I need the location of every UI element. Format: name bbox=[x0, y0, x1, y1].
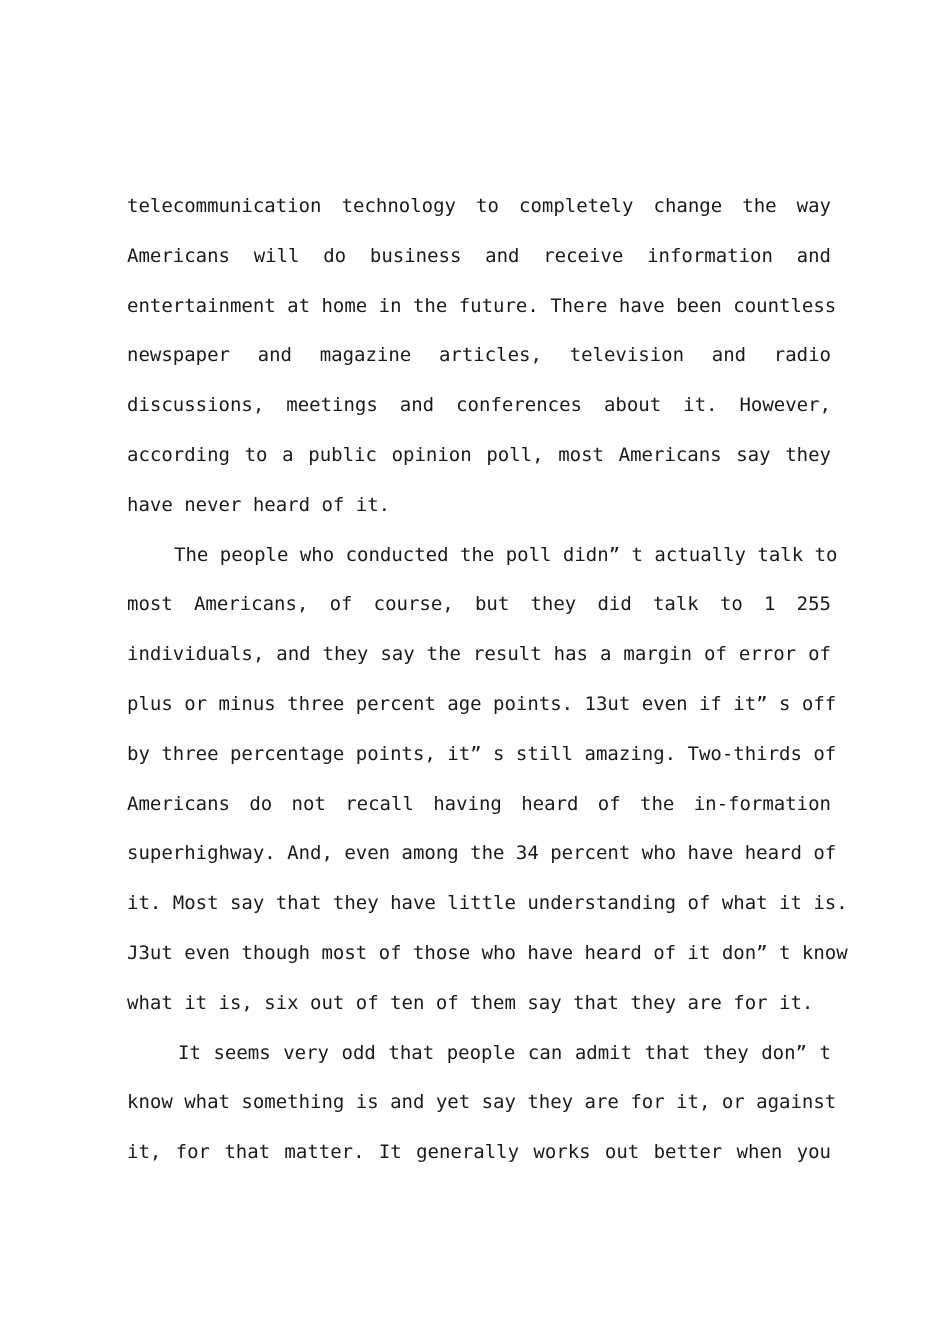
text-line: according to a public opinion poll, most Americans say they bbox=[127, 443, 831, 466]
text-line: by three percentage points, it” s still amazing. Two-thirds of bbox=[127, 742, 837, 765]
text-line: have never heard of it. bbox=[127, 493, 391, 516]
text-line: individuals, and they say the result has a margin of error of bbox=[127, 643, 831, 666]
text-line: Americans will do business and receive information and bbox=[127, 244, 831, 267]
text-line: It seems very odd that people can admit that they don” t bbox=[178, 1041, 831, 1064]
text-line: Americans do not recall having heard of the in-formation bbox=[127, 792, 831, 815]
text-line: superhighway. And, even among the 34 percent who have heard of bbox=[127, 842, 837, 865]
text-line: The people who conducted the poll didn” t actually talk to bbox=[174, 543, 838, 566]
text-line: entertainment at home in the future. There have been countless bbox=[127, 294, 837, 317]
text-line: what it is, six out of ten of them say that they are for it. bbox=[127, 991, 814, 1014]
text-line: most Americans, of course, but they did talk to 1 255 bbox=[127, 593, 831, 616]
body-text bbox=[127, 182, 848, 1178]
text-line: it. Most say that they have little understanding of what it is. bbox=[127, 892, 848, 915]
text-line: discussions, meetings and conferences about it. However, bbox=[127, 394, 831, 417]
text-line: know what something is and yet say they are for it, or against bbox=[127, 1091, 837, 1114]
text-line: J3ut even though most of those who have heard of it don” t know bbox=[127, 941, 848, 964]
text-line: it, for that matter. It generally works out better when you bbox=[127, 1141, 831, 1164]
text-line: telecommunication technology to completely change the way bbox=[127, 195, 831, 217]
text-line: plus or minus three percent age points. 13ut even if it” s off bbox=[127, 692, 837, 715]
text-line: newspaper and magazine articles, television and radio bbox=[127, 344, 831, 367]
